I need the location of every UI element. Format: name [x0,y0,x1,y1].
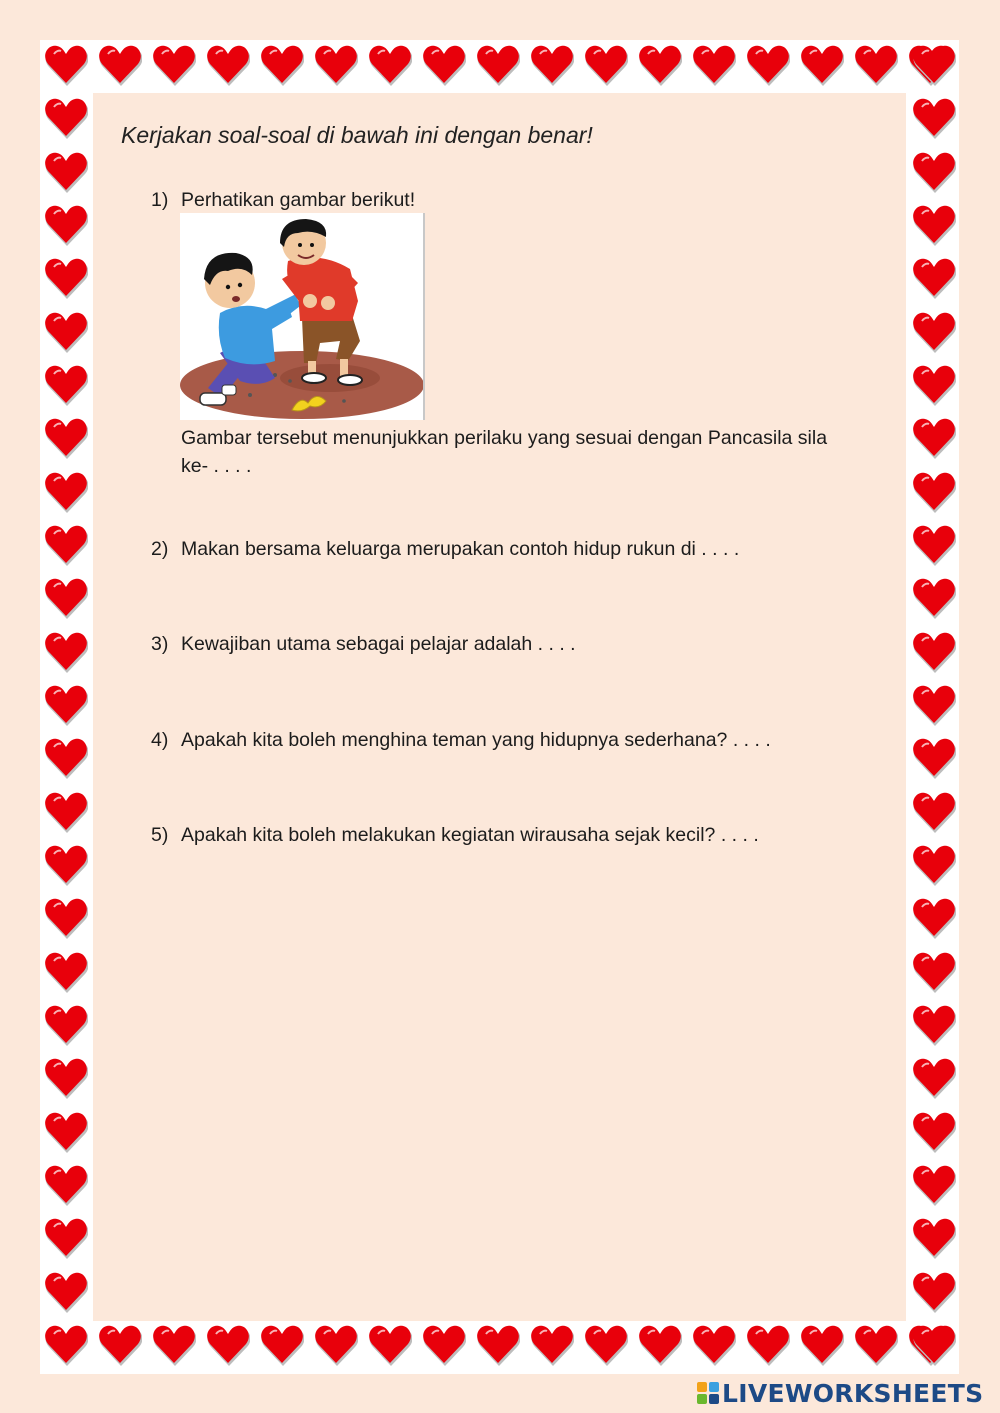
heart-icon [912,844,956,886]
heart-icon [44,97,88,139]
heart-icon [44,1111,88,1153]
heart-icon [638,44,682,86]
heart-icon [368,44,412,86]
heart-icon [800,44,844,86]
heart-icon [44,1271,88,1313]
heart-icon [912,151,956,193]
heart-icon [912,1217,956,1259]
question-text: Makan bersama keluarga merupakan contoh hidup rukun di . . . . [181,538,740,560]
heart-icon [98,1324,142,1366]
heart-icon [98,44,142,86]
heart-icon [44,364,88,406]
heart-icon [44,737,88,779]
heart-icon [692,44,736,86]
question-text: Perhatikan gambar berikut! [181,189,416,211]
heart-icon [912,1057,956,1099]
question-1-body: Gambar tersebut menunjukkan perilaku yang sesuai dengan Pancasila sila ke- . . . . [181,427,828,477]
heart-icon [44,524,88,566]
heart-icon [912,44,956,86]
heart-icon [422,44,466,86]
heart-icon [314,1324,358,1366]
heart-icon [912,257,956,299]
liveworksheets-logo-icon [697,1382,719,1404]
liveworksheets-logo[interactable] [697,1378,983,1408]
heart-icon [44,204,88,246]
heart-icon [476,1324,520,1366]
heart-icon [692,1324,736,1366]
heart-icon [206,1324,250,1366]
heart-icon [912,1111,956,1153]
heart-icon [44,684,88,726]
heart-icon [912,737,956,779]
heart-icon [422,1324,466,1366]
heart-icon [584,1324,628,1366]
heart-icon [530,44,574,86]
heart-icon [746,1324,790,1366]
heart-icon [368,1324,412,1366]
heart-icon [44,1217,88,1259]
heart-icon [44,1164,88,1206]
heart-icon [44,577,88,619]
heart-icon [44,631,88,673]
heart-icon [912,951,956,993]
brand-name: LIVEWORKSHEETS [722,1378,984,1408]
boy-helping-fallen-friend-icon [180,213,425,420]
heart-icon [584,44,628,86]
heart-icon [912,1004,956,1046]
question-number: 3) [151,633,169,655]
heart-icon [746,44,790,86]
heart-icon [638,1324,682,1366]
heart-icon [44,1324,88,1366]
heart-icon [854,1324,898,1366]
heart-icon [44,257,88,299]
heart-icon [152,1324,196,1366]
heart-icon [530,1324,574,1366]
heart-icon [854,44,898,86]
heart-icon [912,311,956,353]
heart-icon [44,791,88,833]
heart-icon [912,791,956,833]
heart-icon [476,44,520,86]
heart-icon [44,1004,88,1046]
heart-icon [912,631,956,673]
heart-icon [800,1324,844,1366]
heart-icon [912,684,956,726]
heart-icon [44,311,88,353]
heart-icon [44,951,88,993]
heart-icon [44,151,88,193]
heart-icon [912,1324,956,1366]
question-number: 1) [151,189,169,211]
question-text: Kewajiban utama sebagai pelajar adalah . . . . [181,633,576,655]
heart-icon [314,44,358,86]
heart-icon [260,1324,304,1366]
question-number: 4) [151,729,169,751]
heart-icon [44,44,88,86]
heart-icon [44,471,88,513]
heart-icon [260,44,304,86]
heart-icon [912,524,956,566]
heart-icon [912,1271,956,1313]
heart-icon [44,417,88,459]
heart-icon [912,204,956,246]
heart-icon [912,417,956,459]
heart-icon [912,1164,956,1206]
question-number: 5) [151,824,169,846]
heart-icon [912,577,956,619]
heart-icon [912,897,956,939]
heart-icon [152,44,196,86]
heart-icon [44,897,88,939]
heart-icon [912,97,956,139]
question-text: Apakah kita boleh menghina teman yang hidupnya sederhana? . . . . [181,729,771,751]
heart-icon [912,471,956,513]
heart-icon [44,1057,88,1099]
heart-icon [912,364,956,406]
question-text: Apakah kita boleh melakukan kegiatan wirausaha sejak kecil? . . . . [181,824,759,846]
question-number: 2) [151,538,169,560]
worksheet-instruction: Kerjakan soal-soal di bawah ini dengan benar! [121,122,593,148]
heart-icon [44,844,88,886]
heart-icon [206,44,250,86]
